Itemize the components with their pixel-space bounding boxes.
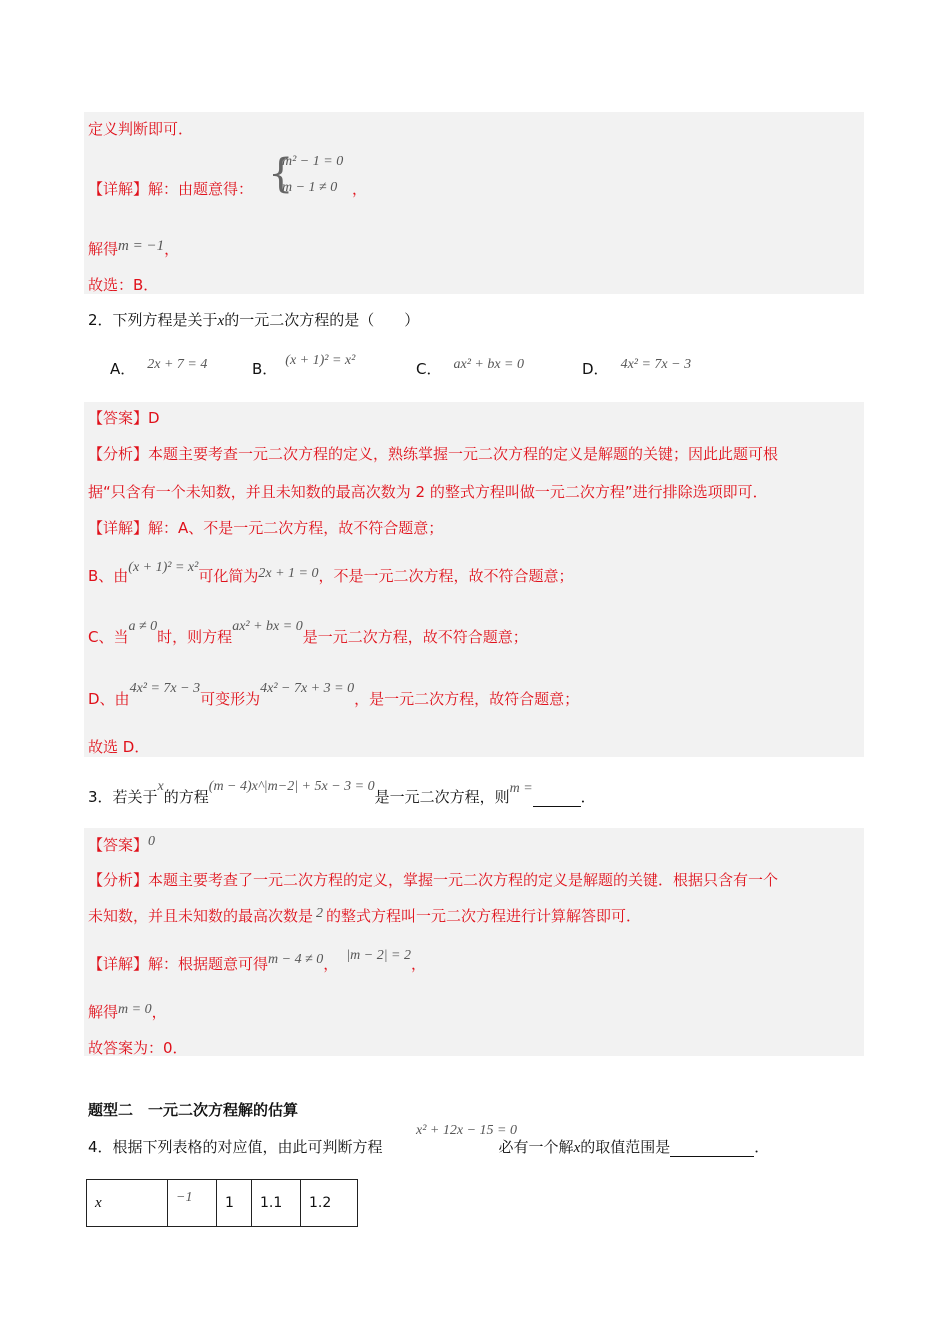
option-letter: A． bbox=[110, 360, 136, 378]
detail-math-1: m − 4 ≠ 0 bbox=[268, 952, 324, 967]
analysis-text: 本题主要考查了一元二次方程的定义，掌握一元二次方程的定义是解题的关键．根据只含有一个 bbox=[148, 871, 779, 889]
q3-solve-line bbox=[88, 1001, 167, 1022]
q4-stem-var: x bbox=[573, 1140, 581, 1156]
q1-solution-block bbox=[84, 112, 864, 294]
q3-stem-m: m = bbox=[509, 781, 533, 796]
detail-text: 解：由题意得： bbox=[148, 180, 254, 198]
q2-option-a bbox=[110, 358, 207, 379]
q2-analysis-line-1 bbox=[88, 443, 778, 464]
detail-b-math-2: 2x + 1 = 0 bbox=[258, 566, 319, 581]
table-row bbox=[87, 1180, 358, 1227]
q3-stem-mid: 的方程 bbox=[163, 788, 209, 806]
q4-stem-end: ． bbox=[754, 1138, 770, 1156]
system-eq-2: m − 1 ≠ 0 bbox=[282, 180, 338, 195]
solve-math: m = 0 bbox=[118, 1002, 152, 1017]
answer-blank[interactable] bbox=[533, 788, 581, 807]
answer-label: 【答案】 bbox=[88, 836, 149, 854]
q3-stem-equation: (m − 4)x^|m−2| + 5x − 3 = 0 bbox=[208, 779, 375, 794]
q1-solve-line bbox=[88, 238, 179, 259]
answer-label: 【答案】 bbox=[88, 409, 149, 427]
cell-text: 1 bbox=[225, 1195, 234, 1211]
table-cell bbox=[301, 1180, 358, 1227]
solve-math: m = −1 bbox=[118, 238, 165, 254]
value-table bbox=[86, 1179, 358, 1227]
q2-detail-c bbox=[88, 619, 528, 647]
detail-label: 【详解】 bbox=[88, 519, 149, 537]
detail-d-suffix: ，是一元二次方程，故符合题意； bbox=[354, 690, 580, 708]
answer-value: 0 bbox=[148, 834, 156, 849]
q3-analysis-line-1 bbox=[88, 869, 778, 890]
section-title: 题型二 一元二次方程解的估算 bbox=[88, 1101, 299, 1119]
q1-choose: 故选：B． bbox=[88, 276, 159, 294]
cell-text: 1.2 bbox=[309, 1195, 332, 1211]
q2-option-d bbox=[582, 358, 691, 379]
cell-text: 1.1 bbox=[260, 1195, 283, 1211]
q2-choose: 故选 D． bbox=[88, 738, 150, 756]
q3-stem bbox=[88, 779, 596, 807]
detail-math-2: |m − 2| = 2 bbox=[346, 948, 411, 963]
detail-b-math-1: (x + 1)² = x² bbox=[128, 560, 199, 575]
option-math: (x + 1)² = x² bbox=[285, 353, 356, 368]
analysis-label: 【分析】 bbox=[88, 871, 149, 889]
detail-mid: ， bbox=[323, 955, 339, 973]
answer-blank[interactable] bbox=[670, 1138, 754, 1157]
q4-stem bbox=[88, 1136, 769, 1157]
table-cell bbox=[168, 1180, 217, 1227]
q3-answer bbox=[88, 834, 155, 855]
solve-prefix: 解得 bbox=[88, 240, 119, 258]
q2-detail-d bbox=[88, 681, 580, 709]
q3-analysis-line-2 bbox=[88, 905, 641, 926]
analysis-l2-suffix: 的整式方程叫一元二次方程进行计算解答即可． bbox=[326, 907, 642, 925]
detail-label: 【详解】 bbox=[88, 180, 149, 198]
detail-label: 【详解】 bbox=[88, 955, 149, 973]
q3-detail bbox=[88, 948, 427, 974]
detail-c-math-2: ax² + bx = 0 bbox=[232, 619, 303, 634]
q2-answer bbox=[88, 407, 160, 428]
q4-stem-prefix: 4．根据下列表格的对应值，由此可判断方程 bbox=[88, 1138, 383, 1156]
analysis-text: 本题主要考查一元二次方程的定义，熟练掌握一元二次方程的定义是解题的关键；因此此题可根 bbox=[148, 445, 779, 463]
system-eq-1: m² − 1 = 0 bbox=[282, 154, 344, 169]
q2-detail-b bbox=[88, 560, 574, 586]
detail-text: 解：A、不是一元二次方程，故不符合题意； bbox=[148, 519, 444, 537]
q1-definition-line: 定义判断即可． bbox=[88, 120, 194, 138]
option-letter: D． bbox=[582, 360, 609, 378]
detail-d-math-2: 4x² − 7x + 3 = 0 bbox=[260, 681, 355, 696]
cell-text: −1 bbox=[176, 1189, 193, 1205]
table-cell bbox=[217, 1180, 252, 1227]
q2-stem-suffix: 的一元二次方程的是（ ） bbox=[224, 311, 420, 329]
q3-solution-block bbox=[84, 828, 864, 1056]
q4-stem-mid: 必有一个解 bbox=[498, 1138, 574, 1156]
option-letter: C． bbox=[416, 360, 442, 378]
q2-option-b bbox=[252, 353, 356, 379]
detail-prefix: 解：根据题意可得 bbox=[148, 955, 269, 973]
q2-option-c bbox=[416, 358, 524, 379]
table-cell bbox=[87, 1180, 168, 1227]
q4-equation: x² + 12x − 15 = 0 bbox=[416, 1123, 517, 1138]
q2-stem bbox=[88, 309, 419, 330]
detail-d-mid: 可变形为 bbox=[200, 690, 261, 708]
option-math: ax² + bx = 0 bbox=[453, 357, 525, 372]
detail-suffix: ， bbox=[411, 955, 427, 973]
detail-c-math-1: a ≠ 0 bbox=[128, 619, 158, 634]
solve-prefix: 解得 bbox=[88, 1003, 119, 1021]
q4-stem-suffix: 的取值范围是 bbox=[580, 1138, 671, 1156]
analysis-l2-number: 2 bbox=[316, 906, 324, 921]
detail-c-mid: 时，则方程 bbox=[157, 628, 233, 646]
option-letter: B． bbox=[252, 360, 278, 378]
q1-detail-line bbox=[88, 178, 253, 199]
q2-detail-a bbox=[88, 517, 443, 538]
q3-stem-var: x bbox=[157, 779, 164, 794]
q3-stem-end: ． bbox=[580, 788, 596, 806]
detail-b-mid: 可化简为 bbox=[198, 567, 259, 585]
analysis-label: 【分析】 bbox=[88, 445, 149, 463]
analysis-l2-prefix: 未知数，并且未知数的最高次数是 bbox=[88, 907, 314, 925]
answer-value: D bbox=[148, 409, 160, 427]
q2-stem-var: x bbox=[217, 313, 225, 329]
detail-d-prefix: D、由 bbox=[88, 690, 130, 708]
q2-analysis-line-2: 据“只含有一个未知数，并且未知数的最高次数为 2 的整式方程叫做一元二次方程”进行排除选项即可． bbox=[88, 483, 768, 501]
option-math: 4x² = 7x − 3 bbox=[620, 357, 692, 372]
system-comma: ， bbox=[352, 180, 368, 198]
detail-b-prefix: B、由 bbox=[88, 567, 129, 585]
system-brace: { bbox=[268, 151, 294, 197]
detail-b-suffix: ，不是一元二次方程，故不符合题意； bbox=[318, 567, 574, 585]
detail-d-math-1: 4x² = 7x − 3 bbox=[129, 681, 201, 696]
detail-c-prefix: C、当 bbox=[88, 628, 129, 646]
cell-text: x bbox=[95, 1194, 102, 1211]
option-math: 2x + 7 = 4 bbox=[147, 357, 208, 372]
q2-stem-prefix: 2．下列方程是关于 bbox=[88, 311, 218, 329]
table-cell bbox=[252, 1180, 301, 1227]
solve-suffix: ， bbox=[151, 1003, 167, 1021]
q3-stem-prefix: 3．若关于 bbox=[88, 788, 158, 806]
solve-suffix: ， bbox=[164, 240, 180, 258]
q3-stem-suffix: 是一元二次方程，则 bbox=[374, 788, 510, 806]
q3-final: 故答案为：0． bbox=[88, 1039, 188, 1057]
detail-c-suffix: 是一元二次方程，故不符合题意； bbox=[302, 628, 528, 646]
